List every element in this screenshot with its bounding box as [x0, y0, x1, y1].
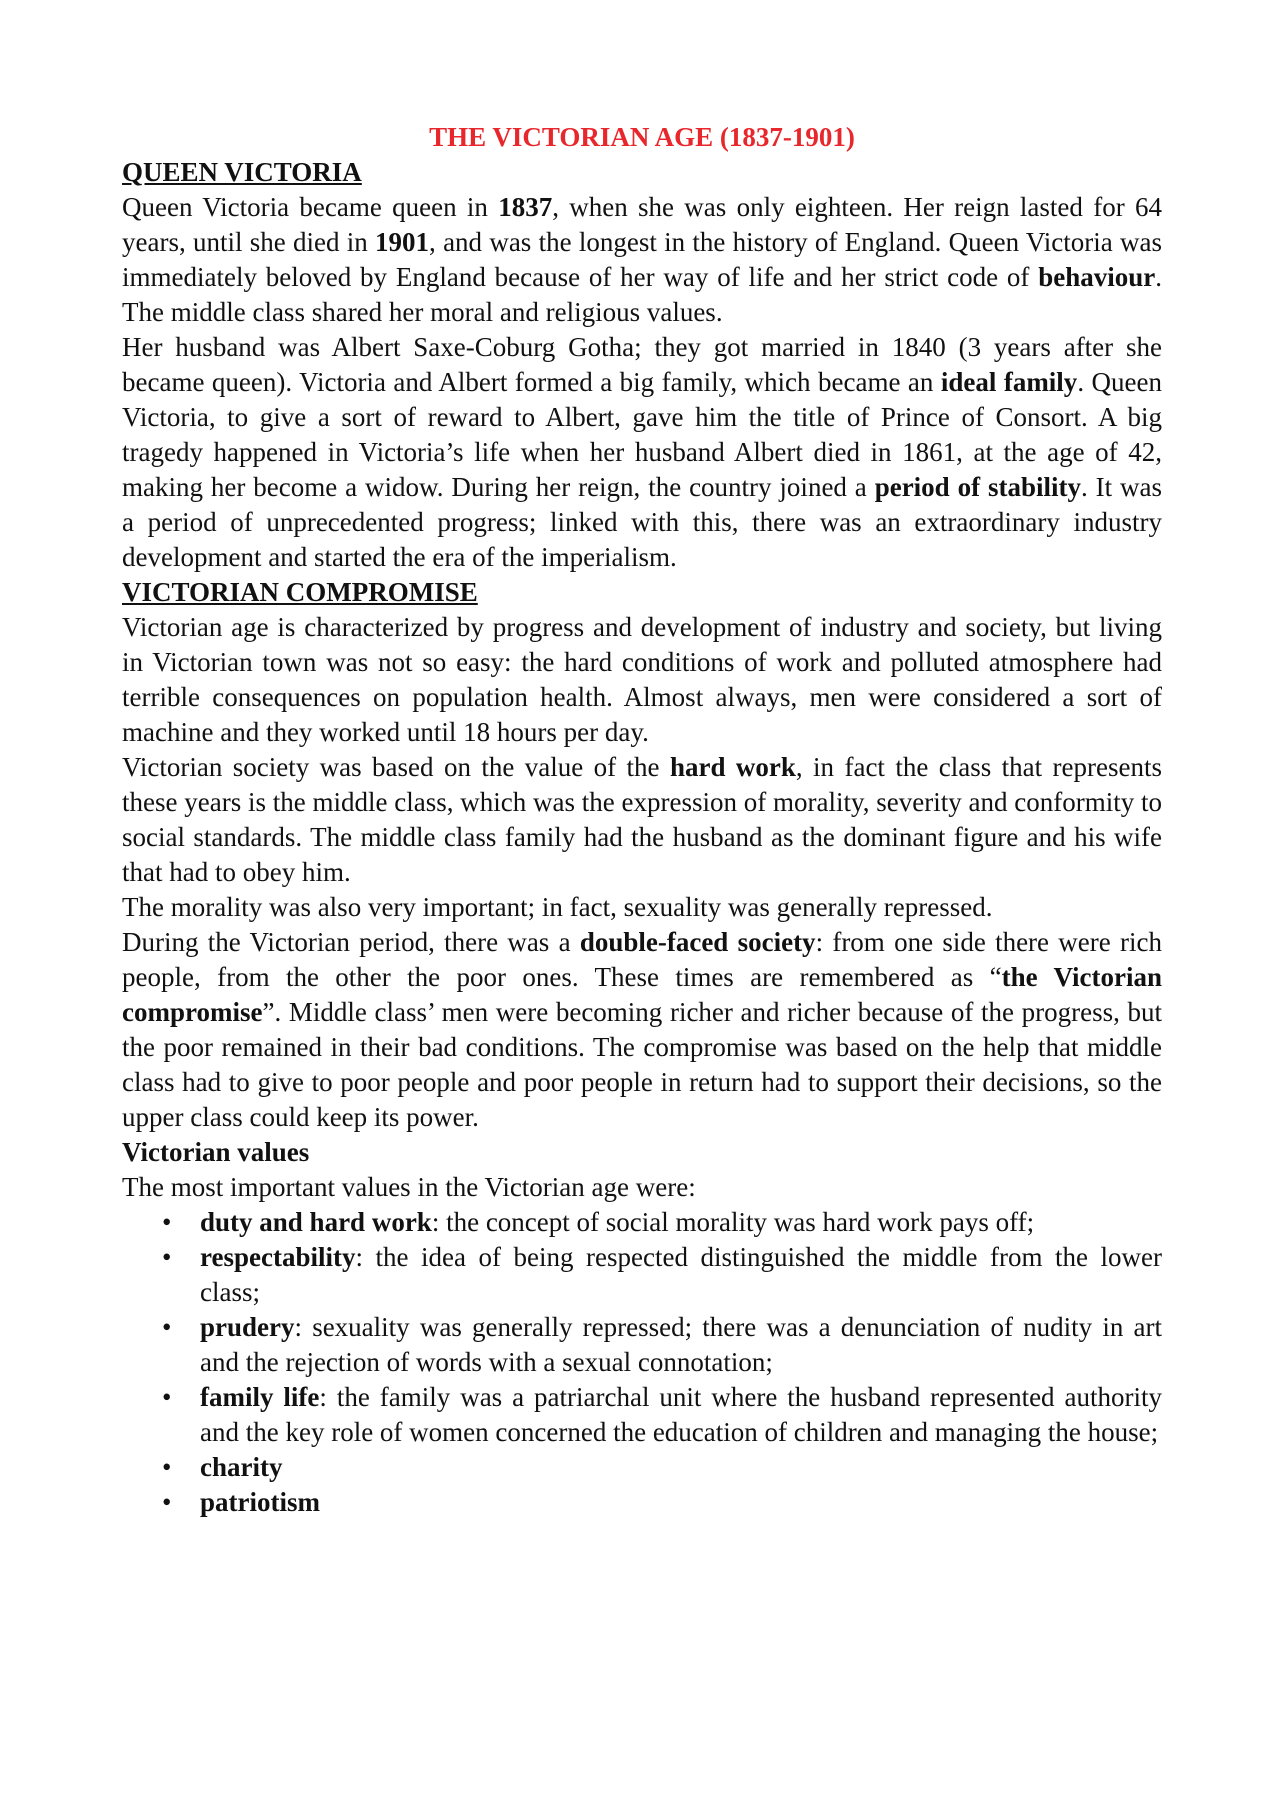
value-term: prudery — [200, 1312, 295, 1342]
paragraph — [122, 925, 1162, 1135]
list-item — [122, 1240, 1162, 1310]
bold-text: 1837 — [498, 192, 553, 222]
paragraph-text: . Queen Victoria, to give a sort of reward to Albert, gave him the title of Prince of Consort. A big tragedy happened in Victoria’s life when her husband Albert died in 1861, at the age of 42, making her become a widow. During her reign, the country joined a — [122, 367, 1162, 502]
bold-text: the Victorian compromise — [122, 962, 1163, 1027]
value-term: patriotism — [200, 1487, 320, 1517]
paragraph — [122, 610, 1162, 750]
bold-text: ideal family — [940, 367, 1078, 397]
values-intro: The most important values in the Victorian age were: — [122, 1172, 696, 1202]
value-term: charity — [200, 1452, 283, 1482]
document-page — [122, 120, 1162, 1520]
paragraph — [122, 890, 1162, 925]
document-title: THE VICTORIAN AGE (1837-1901) — [429, 122, 855, 152]
values-list — [122, 1205, 1162, 1520]
section-heading-victorian-compromise: VICTORIAN COMPROMISE — [122, 577, 478, 607]
paragraph-text: Victorian society was based on the value of the — [122, 752, 670, 782]
paragraph-text: . It was a period of unprecedented progress; linked with this, there was an extraordinary industry development and started the era of the imperialism. — [122, 472, 1162, 572]
list-item — [122, 1380, 1162, 1450]
bold-text: 1901 — [375, 227, 430, 257]
bullet-icon: • — [162, 1242, 172, 1272]
bullet-icon: • — [162, 1207, 172, 1237]
bold-text: double-faced society — [579, 927, 816, 957]
bold-text: hard work — [669, 752, 796, 782]
paragraph-text: Victorian age is characterized by progress and development of industry and society, but living in Victorian town was not so easy: the hard conditions of work and polluted atmosphere had terrible consequences on population health. Almost always, men were considered a sort of machine and they worked until 18 hours per day. — [122, 612, 1162, 747]
paragraph — [122, 190, 1162, 330]
value-term: respectability — [200, 1242, 356, 1272]
value-description: : the concept of social morality was hard work pays off; — [431, 1207, 1035, 1237]
bullet-icon: • — [162, 1452, 172, 1482]
bold-text: behaviour — [1038, 262, 1156, 292]
value-description: : sexuality was generally repressed; there was a denunciation of nudity in art and the rejection of words with a sexual connotation; — [200, 1312, 1162, 1377]
list-item — [122, 1205, 1162, 1240]
value-term: duty and hard work — [200, 1207, 432, 1237]
paragraph-text: , in fact the class that represents these years is the middle class, which was the expression of morality, severity and conformity to social standards. The middle class family had the husband as the dominant figure and his wife that had to obey him. — [122, 752, 1162, 887]
bullet-icon: • — [162, 1312, 172, 1342]
paragraph-text: : from one side there were rich people, from the other the poor ones. These times are remembered as “ — [122, 927, 1162, 992]
paragraph — [122, 330, 1162, 575]
paragraph-text: During the Victorian period, there was a — [122, 927, 580, 957]
subheading-victorian-values: Victorian values — [122, 1137, 310, 1167]
list-item — [122, 1310, 1162, 1380]
paragraph-text: ”. Middle class’ men were becoming richer and richer because of the progress, but the poor remained in their bad conditions. The compromise was based on the help that middle class had to give to poor people and poor people in return had to support their decisions, so the upper class could keep its power. — [122, 997, 1162, 1132]
paragraph-text: . The middle class shared her moral and religious values. — [122, 262, 1162, 327]
bullet-icon: • — [162, 1487, 172, 1517]
paragraph — [122, 750, 1162, 890]
list-item — [122, 1450, 1162, 1485]
value-description: : the idea of being respected distinguished the middle from the lower class; — [200, 1242, 1162, 1307]
paragraph-text: The morality was also very important; in fact, sexuality was generally repressed. — [122, 892, 993, 922]
list-item — [122, 1485, 1162, 1520]
bullet-icon: • — [162, 1382, 172, 1412]
paragraph-text: , and was the longest in the history of England. Queen Victoria was immediately beloved by England because of her way of life and her strict code of — [122, 227, 1162, 292]
bold-text: period of stability — [874, 472, 1081, 502]
value-description: : the family was a patriarchal unit where the husband represented authority and the key role of women concerned the education of children and managing the house; — [200, 1382, 1162, 1447]
section-heading-queen-victoria: QUEEN VICTORIA — [122, 157, 362, 187]
paragraph-text: , when she was only eighteen. Her reign lasted for 64 years, until she died in — [122, 192, 1162, 257]
paragraph-text: Her husband was Albert Saxe-Coburg Gotha; they got married in 1840 (3 years after she became queen). Victoria and Albert formed a big family, which became an — [122, 332, 1162, 397]
paragraph-text: Queen Victoria became queen in — [122, 192, 499, 222]
value-term: family life — [200, 1382, 320, 1412]
